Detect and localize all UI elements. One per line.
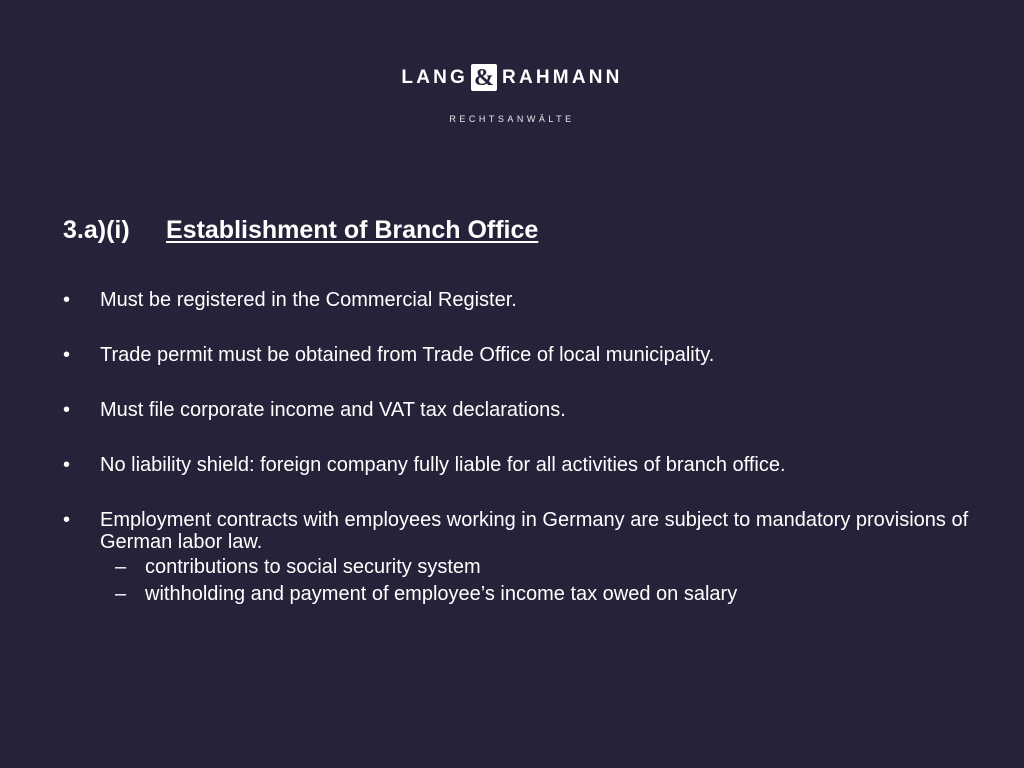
title-number: 3.a)(i): [63, 216, 130, 244]
logo-subtitle: RECHTSANWÄLTE: [449, 114, 575, 124]
bullet-text: Employment contracts with employees working in Germany are subject to mandatory provisions of German labor law.: [100, 509, 969, 553]
bullet-icon: •: [63, 454, 71, 476]
bullet-text: Trade permit must be obtained from Trade Office of local municipality.: [100, 344, 715, 366]
bullet-item: [63, 454, 983, 476]
sub-bullet-item: [100, 556, 983, 578]
ampersand-icon: &: [471, 64, 497, 91]
bullet-icon: •: [63, 344, 71, 366]
bullet-item: [63, 289, 983, 311]
firm-logo: [0, 64, 1024, 91]
logo-text-right: RAHMANN: [502, 66, 623, 88]
bullet-icon: •: [63, 509, 71, 531]
dash-icon: –: [115, 583, 127, 605]
sub-bullet-item: [100, 583, 983, 605]
bullet-list: [63, 289, 983, 638]
bullet-icon: •: [63, 289, 71, 311]
bullet-text: Must file corporate income and VAT tax declarations.: [100, 399, 566, 421]
bullet-item: [63, 344, 983, 366]
bullet-text: No liability shield: foreign company fully liable for all activities of branch office.: [100, 454, 786, 476]
logo-text-left: LANG: [401, 66, 469, 88]
title-text: Establishment of Branch Office: [166, 216, 539, 244]
slide-title: [63, 216, 538, 245]
logo-wordmark: [401, 64, 622, 91]
bullet-item: [63, 399, 983, 421]
bullet-item: [63, 509, 983, 605]
sub-bullet-text: withholding and payment of employee’s income tax owed on salary: [145, 583, 738, 605]
bullet-icon: •: [63, 399, 71, 421]
dash-icon: –: [115, 556, 127, 578]
sub-bullet-text: contributions to social security system: [145, 556, 481, 578]
sub-bullet-list: [100, 556, 983, 605]
bullet-text: Must be registered in the Commercial Register.: [100, 289, 517, 311]
